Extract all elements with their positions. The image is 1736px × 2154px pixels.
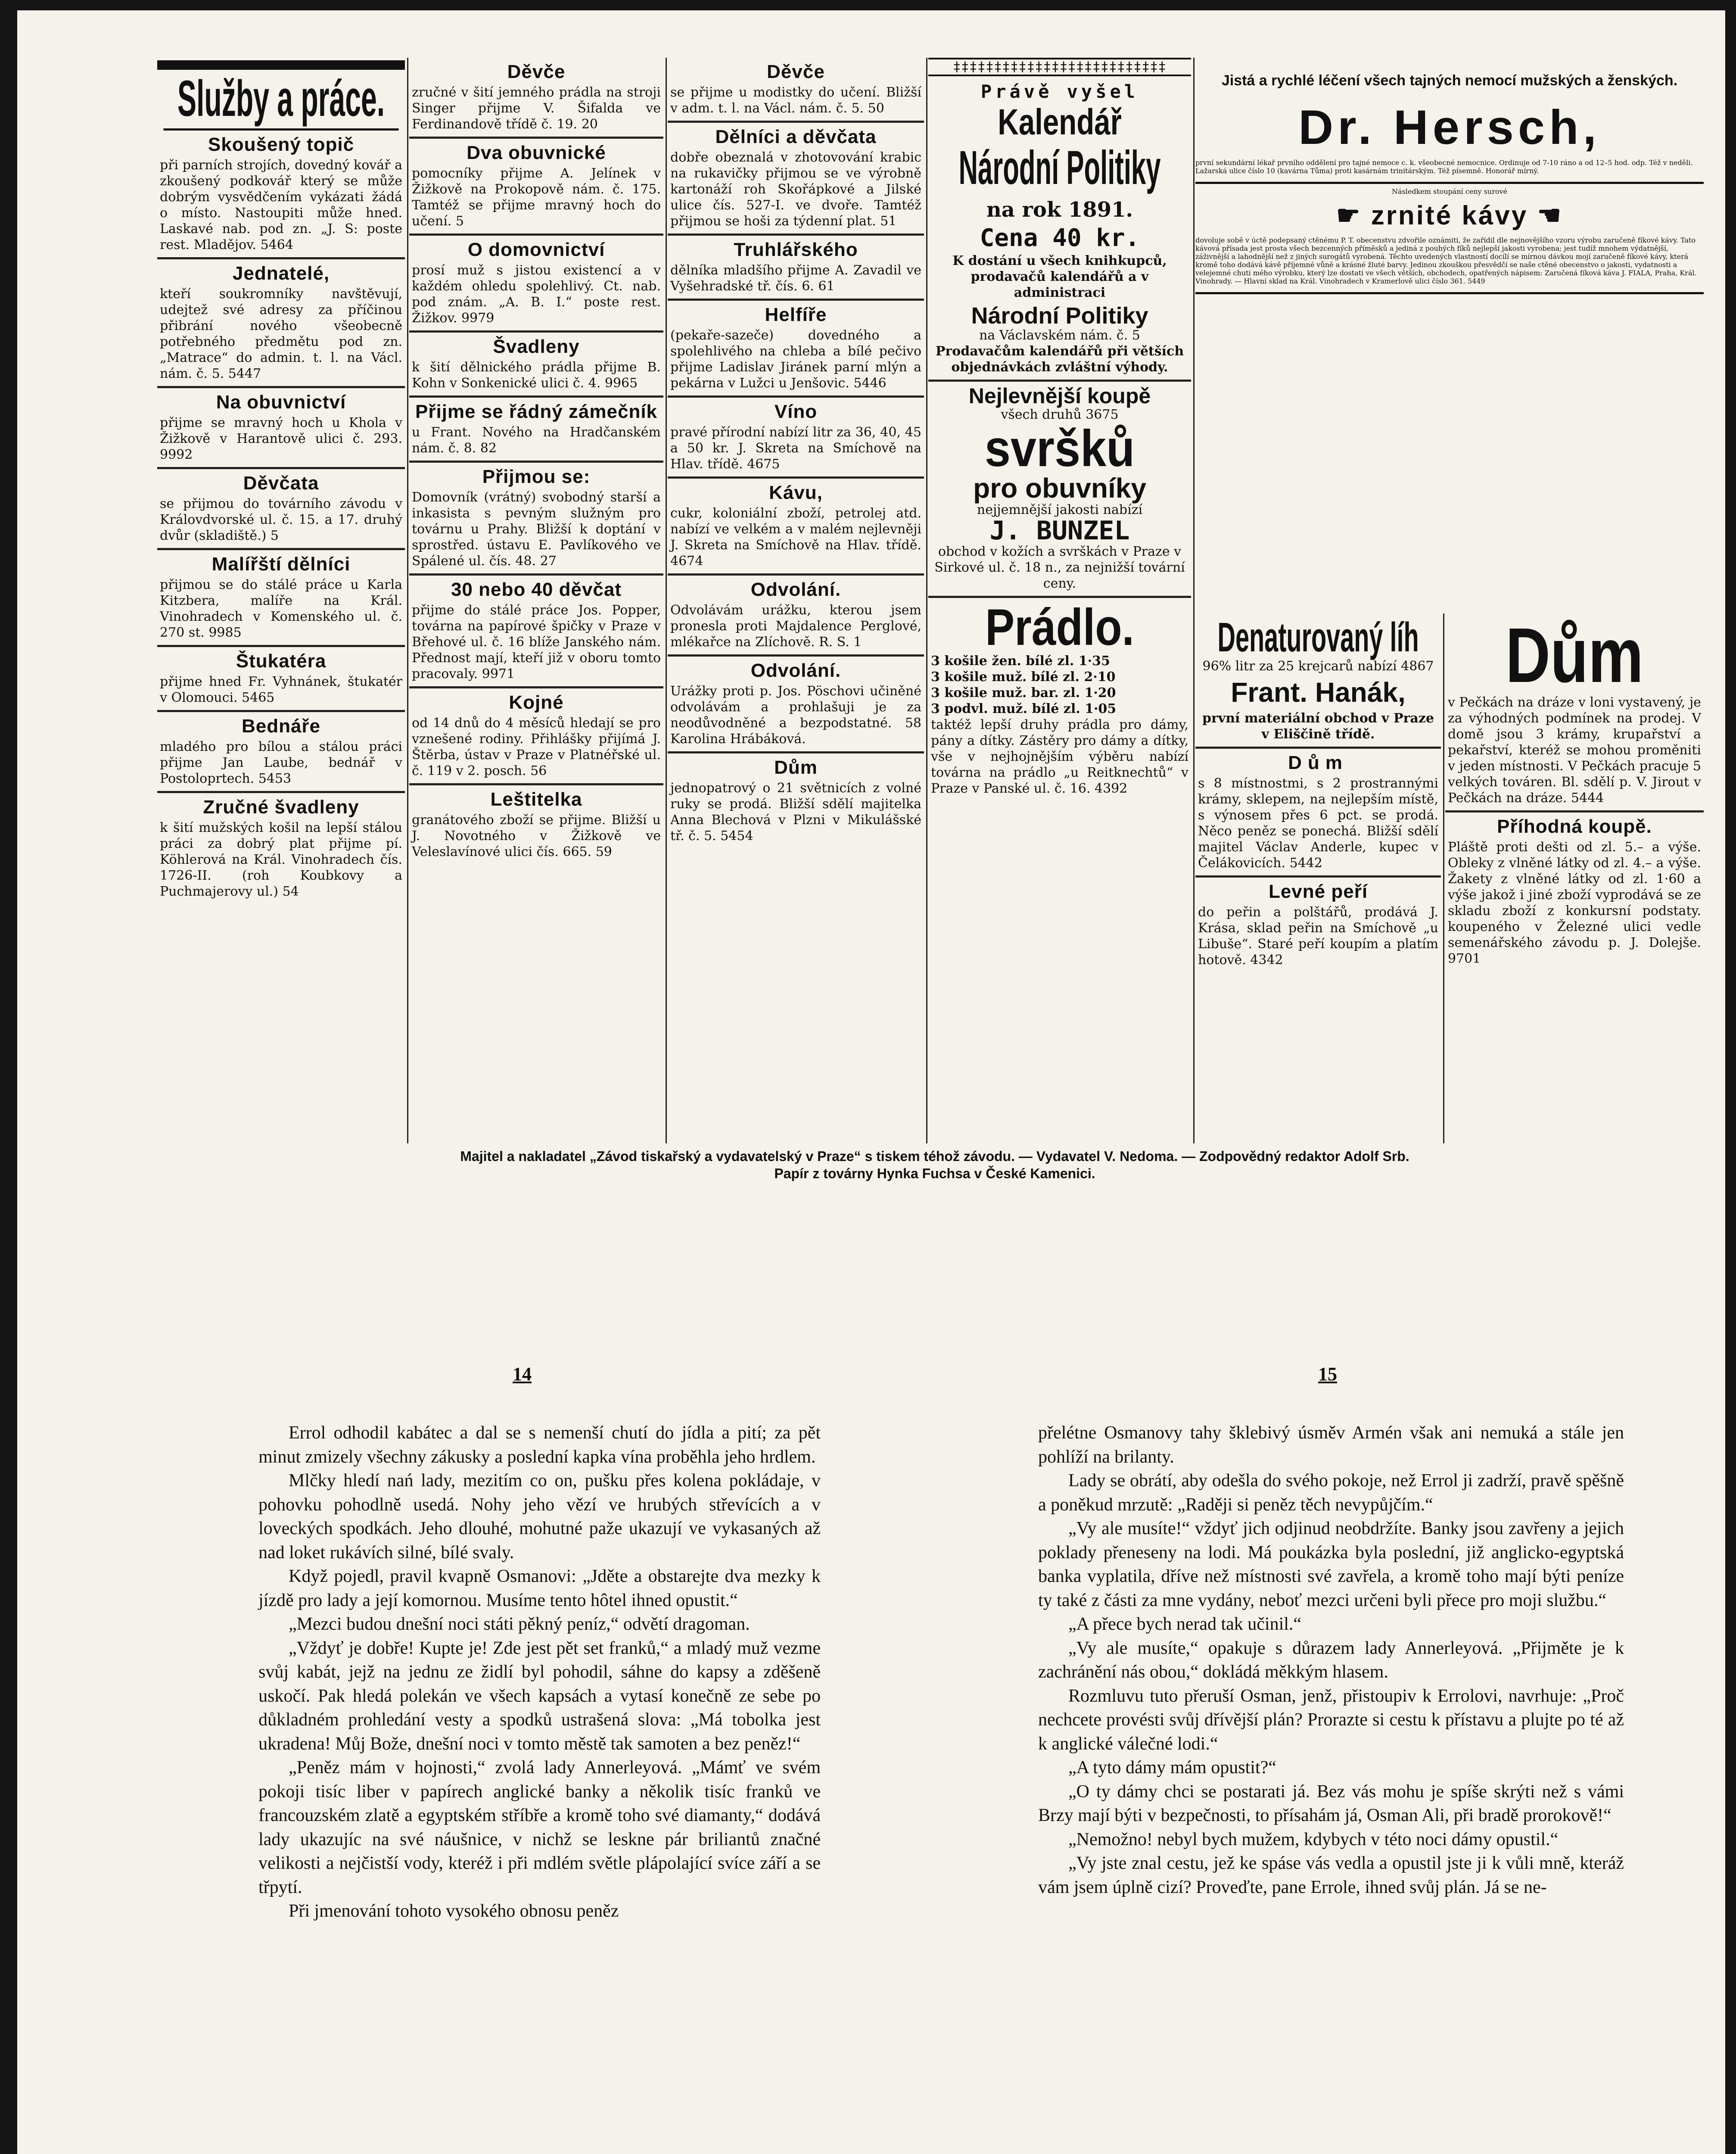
classified-ad xyxy=(668,301,924,398)
ad-body: jednopatrový o 21 světnicích z volné ruky se prodá. Bližší sdělí majitelka Anna Blechová v Plzni v Mikulášské tř. č. 5. 5454 xyxy=(670,781,921,844)
novel-paragraph: přelétne Osmanovy tahy šklebivý úsměv Armén však ani nemuká a stále jen pohlíží na brilanty. xyxy=(1038,1423,1624,1467)
ad-body: při parních strojích, dovedný kovář a zkoušený podkovář který se může dobrým vysvědčením vykázati žádá o místo. Nastoupiti může hned. Laskavé nab. pod zn. „J. S: poste rest. Mladějov. 5464 xyxy=(160,158,402,252)
page-number-left: 14 xyxy=(513,1363,532,1385)
ad-body: dělníka mladšího přijme A. Zavadil ve Vyšehradské tř. čís. 6. 61 xyxy=(670,263,921,294)
novel-paragraph: Mlčky hledí nań lady, mezitím co on, pušku přes kolena pokládaje, v pohovku pohodlně usedá. Nohy jeho vězí ve hrubých střevících a v loveckých spodkách. Jeho dlouhé, mohutné paže ukazují ve vykasaných až nad loket rukávích silné, bílé svaly. xyxy=(258,1471,821,1563)
classified-ad xyxy=(157,647,405,712)
classified-ad xyxy=(157,469,405,550)
ads-list xyxy=(157,131,405,904)
classified-ad xyxy=(409,333,663,398)
ad-head: Dům xyxy=(774,757,818,778)
hersch-body: první sekundární lékař prvního oddělení pro tajné nemoce c. k. všeobecné nemocnice. Ordinuje od 7-10 ráno a od 12–5 hod. odp. Též v neděli. Lažarská ulice číslo 10 (kavárna Tůma) proti kasárnám trinitárským. Též písemně. Honorář mírný. xyxy=(1195,159,1693,175)
novel-paragraph: „A tyto dámy mám opustit?“ xyxy=(1068,1758,1276,1777)
ad-head: Dům xyxy=(1288,752,1348,773)
classified-ad xyxy=(409,58,663,139)
ad-svrsky xyxy=(928,382,1191,598)
ad-body: do peřin a polštářů, prodává J. Krása, sklad peřin na Smíchově „u Libuše“. Staré peří koupím a platím hotově. 4342 xyxy=(1198,905,1438,968)
novel-paragraph: „O ty dámy chci se postarati já. Bez vás mohu je spíše skrýti než s vámi Brzy mají býti v bezpečnosti, to přísahám já, Osman Ali, při bradě prorokově!“ xyxy=(1038,1781,1624,1825)
ad-body: (pekaře-sazeče) dovedného a spolehlivého na chleba a bílé pečivo přijme Ladislav Jiránek parní mlýn a pekárna v Lužci u Jenšovic. 5446 xyxy=(670,328,921,391)
kal-title: Kalendář xyxy=(998,102,1122,142)
sv-big: svršků xyxy=(984,420,1135,477)
kava-title xyxy=(1195,202,1704,229)
ad-body: přijmou se do stálé práce u Karla Kitzbera, malíře na Král. Vinohradech v Komenského ul. č. 270 st. 9985 xyxy=(160,577,402,640)
novel-paragraph: Když pojedl, pravil kvapně Osmanovi: „Jděte a obstarejte dva mezky k jízdě pro lady a její komornou. Musíme tento hôtel ihned opustit.“ xyxy=(258,1566,821,1610)
sv-for: pro obuvníky xyxy=(973,473,1146,504)
ad-head: 30 nebo 40 děvčat xyxy=(451,579,622,600)
classified-ad xyxy=(409,139,663,236)
imprint xyxy=(157,1148,1712,1182)
kal-pre: Právě vyšel xyxy=(980,81,1139,102)
ad-head: Malířští dělníci xyxy=(212,554,351,575)
classified-ad xyxy=(409,236,663,333)
ad-head: Přijmou se: xyxy=(482,466,591,487)
pr-body: taktéž lepší druhy prádla pro dámy, pány a dítky. Zástěry pro dámy a dítky, vše v nejhojnějším výběru nabízí továrna na prádlo „u Reitknechtů“ v Praze v Panské ul. č. 16. 4392 xyxy=(931,717,1188,796)
classified-ad xyxy=(409,576,663,688)
classified-ad xyxy=(157,131,405,259)
novel-paragraph: Rozmluvu tuto přeruší Osman, jenž, přistoupiv k Errolovi, navrhuje: „Proč nechcete provésti svůj dřívější plán? Prorazte si cestu k přístavu a plujte po té až k anglické válečné lodi.“ xyxy=(1038,1686,1624,1754)
novel-paragraph: „Vy ale musíte,“ opakuje s důrazem lady Annerleyová. „Přijměte je k zachránění nás obou,“ dokládá měkkým hlasem. xyxy=(1038,1638,1624,1682)
ad-head: Odvolání. xyxy=(750,660,841,681)
price-row: 3 košile muž. bílé zl. 2·10 xyxy=(931,669,1116,685)
column-divider xyxy=(926,58,927,1143)
classified-ad xyxy=(668,576,924,657)
kal-np: Národní Politiky xyxy=(971,303,1148,329)
page-number-right: 15 xyxy=(1318,1363,1337,1385)
heavy-rule xyxy=(157,60,405,70)
ad-lih xyxy=(1195,613,1441,749)
sv-name: J. BUNZEL xyxy=(989,516,1130,546)
sv-sub: všech druhů 3675 xyxy=(1001,407,1119,422)
novel-paragraph: „Nemožno! nebyl bych mužem, kdybych v této noci dámy opustil.“ xyxy=(1068,1829,1559,1849)
kal-addr: na Václavském nám. č. 5 xyxy=(979,328,1140,343)
ad-prihodna xyxy=(1445,812,1704,971)
ad-body: v Pečkách na dráze v loni vystavený, je za výhodných podmínek na prodej. V domě jsou 3 krámy, krupařství a pekařství, kteréž se mohou proměniti v jeden místnosti. V Pečkách pracuje 5 velkých továren. Bl. sdělí p. V. Jirout v Pečkách na dráze. 5444 xyxy=(1448,695,1701,806)
column-ads-2 xyxy=(409,58,663,864)
novel-paragraph: Lady se obrátí, aby odešla do svého pokoje, než Errol ji zadrží, pravě spěšně a poněkud mrzutě: „Raději si peněz těch nevypůjčím.“ xyxy=(1038,1471,1624,1515)
sv-body: obchod v kožích a svrškách v Praze v Sirkové ul. č. 18 n., za nejnižší tovární ceny. xyxy=(934,544,1185,591)
column-divider xyxy=(666,58,667,1143)
ad-body: mladého pro bílou a stálou práci přijme Jan Laube, bednář v Postoloprtech. 5453 xyxy=(160,739,402,786)
ad-head: Víno xyxy=(774,401,818,422)
classified-ad xyxy=(157,388,405,469)
ad-body: přijme hned Fr. Vyhnánek, štukatér v Olomouci. 5465 xyxy=(160,674,402,705)
ad-head: Na obuvnictví xyxy=(216,392,346,413)
ad-head: Dva obuvnické xyxy=(467,142,606,163)
novel-text-right xyxy=(1038,1421,1624,1899)
price-row: 3 podvl. muž. bílé zl. 1·05 xyxy=(931,701,1117,716)
ad-body: prosí muž s jistou existencí a v každém ohledu spolehlivý. Ct. nab. pod znám. „A. B. I.“ poste rest. Žižkov. 9979 xyxy=(412,263,661,326)
column-divider xyxy=(407,58,408,1143)
ad-body: pomocníky přijme A. Jelínek v Žižkově na Prokopově nám. č. 175. Tamtéž se přijme mravný hoch do učení. 5 xyxy=(412,166,661,229)
ad-body: k šití dělnického prádla přijme B. Kohn v Sonkenické ulici č. 4. 9965 xyxy=(412,360,661,391)
ad-body: kteří soukromníky navštěvují, udejtež své adresy za příčinou přibrání nového všeobecně potřebného předmětu pod zn. „Matrace“ do admin. t. l. na Václ. nám. č. 5. 5447 xyxy=(160,286,402,381)
kal-subtitle: Národní Politiky xyxy=(958,141,1161,194)
novel-paragraph: Při jmenování tohoto vysokého obnosu peněz xyxy=(289,1901,619,1921)
imprint-line: Papír z továrny Hynka Fuchsa v České Kamenici. xyxy=(774,1166,1095,1181)
hersch-top: Jistá a rychlé léčení všech tajných nemocí mužských a ženských. xyxy=(1221,72,1678,89)
ad-head: Kávu, xyxy=(769,482,823,503)
pointing-hand-icon: ☚ xyxy=(1528,201,1563,230)
classified-ad xyxy=(157,712,405,793)
ad-body: přijme do stálé práce Jos. Popper, továrna na papírové špičky v Praze v Břehové ul. č. 16 blíže Janského nám. Přednost mají, kteří již v oboru tomto pracovaly. 9971 xyxy=(412,603,661,682)
column-ads-3 xyxy=(668,58,924,848)
ad-head: Odvolání. xyxy=(750,579,841,600)
ad-body: pravé přírodní nabízí litr za 36, 40, 45 a 50 kr. J. Skreta na Smíchově na Hlav. třídě. 4675 xyxy=(670,425,921,472)
ad-head: Děvčata xyxy=(243,473,319,494)
pr-title: Prádlo. xyxy=(985,598,1134,656)
kal-foot: Prodavačům kalendářů při větších objednávkách zvláštní výhody. xyxy=(935,344,1184,375)
classified-ad xyxy=(668,753,924,848)
column-divider xyxy=(1443,613,1444,1143)
kal-price: Cena 40 kr. xyxy=(980,224,1140,252)
section-title: Služby a práce. xyxy=(164,73,399,131)
ads-list xyxy=(409,58,663,864)
ad-head: Levné peří xyxy=(1268,881,1368,902)
ad-head: Bednáře xyxy=(241,716,321,737)
ad-head: Štukatéra xyxy=(236,651,327,672)
novel-paragraph: „Vy jste znal cestu, jež ke spáse vás vedla a opustil jste ji k vůli mně, kteráž vám jsem úplně cizí? Proveďte, pane Errole, ihned svůj plán. Já se ne- xyxy=(1038,1853,1624,1897)
classified-ad xyxy=(409,398,663,463)
ad-body: cukr, koloniální zboží, petrolej atd. nabízí ve velkém a v malém nejlevněji J. Skreta na Smíchově na Hlav. třídě. 4674 xyxy=(670,506,921,569)
divider xyxy=(1195,182,1704,184)
imprint-line: Majitel a nakladatel „Závod tiskařský a vydavatelský v Praze“ s tiskem téhož závodu. — Vydavatel V. Nedoma. — Zodpovědný redaktor Adolf Srb. xyxy=(460,1149,1409,1164)
ad-dum-5 xyxy=(1195,749,1441,878)
ad-body: u Frant. Nového na Hradčanském nám. č. 8. 82 xyxy=(412,425,661,456)
novel-paragraph: Errol odhodil kabátec a dal se s nemenší chutí do jídla a pití; za pět minut zmizely všechny zákusky a poslední kapka vína proběhla jeho hrdlem. xyxy=(258,1423,821,1467)
ad-body: dobře obeznalá v zhotovování krabic na rukavičky přijmou se ve výrobně kartonáží roh Skořápkové a Jilské ulice čís. 527-I. ve dvoře. Tamtéž přijmou se hoši za týdenní plat. 51 xyxy=(670,150,921,229)
column-kalendar xyxy=(928,58,1191,801)
ad-body: granátového zboží se přijme. Bližší u J. Novotného v Žižkově ve Veleslavínové ulici čís. 665. 59 xyxy=(412,812,661,859)
novel-paragraph: „Mezci budou dnešní noci státi pěkný peníz,“ odvětí dragoman. xyxy=(289,1614,750,1634)
ad-head: Jednatelé, xyxy=(232,263,330,284)
classified-ad xyxy=(668,58,924,123)
column-dum xyxy=(1445,613,1704,971)
classified-ad xyxy=(668,398,924,479)
divider xyxy=(1195,292,1704,294)
ad-body: Domovník (vrátný) svobodný starší a inkasista s pevným služným pro továrnu u Prahy. Bližší k doptání v sprostřed. ústavu E. Pavlíkového ve Spálené ul. čís. 48. 27 xyxy=(412,490,661,569)
den-body: 96% litr za 25 krejcarů nabízí 4867 xyxy=(1202,659,1434,674)
kava-lead: Následkem stoupání ceny surové xyxy=(1391,187,1508,196)
ad-head: Kojné xyxy=(509,692,564,713)
classified-ad xyxy=(668,479,924,576)
sv-quality: nejjemnější jakosti nabízí xyxy=(977,502,1143,517)
den-title: Denaturovaný líh xyxy=(1217,614,1419,660)
ad-dum-6 xyxy=(1445,613,1704,812)
ad-head: Zručné švadleny xyxy=(203,797,359,818)
classified-ad xyxy=(409,688,663,785)
newspaper-page xyxy=(17,10,1725,2154)
ad-body: k šití mužských košil na lepší stálou práci za dobrý plat přijme pí. Köhlerová na Král. Vinohradech čís. 1726-II. (roh Koubkovy a Puchmajerovy ul.) 54 xyxy=(160,820,402,899)
hersch-name: Dr. Hersch, xyxy=(1298,100,1601,154)
ad-body: Pláště proti dešti od zl. 5.– a výše. Obleky z vlněné látky od zl. 4.– a výše. Žakety z vlněné látky od zl. 1·60 a výše jakož i jiné zboží vyprodává se ze skladu zboží z konkursní podstaty. koupeného v Železné ulici vedle semenářského závodu p. J. Dolejše. 9701 xyxy=(1448,840,1701,966)
novel-text-left xyxy=(258,1421,821,1924)
ad-body: Odvolávám urážku, kterou jsem pronesla proti Majdalence Perglové, mlékařce na Zlíchově. R. S. 1 xyxy=(670,603,921,650)
ad-pradlo xyxy=(928,598,1191,801)
column-divider xyxy=(1193,58,1195,1143)
sv-title: Nejlevnější koupě xyxy=(968,384,1151,408)
ad-body: s 8 místnostmi, s 2 prostrannými krámy, sklepem, na nejlepším místě, s výnosem přes 6 pct. se prodá. Něco peněz se ponechá. Bližší sdělí majitel Václav Anderle, kupec v Čelákovicích. 5442 xyxy=(1198,776,1438,871)
kal-body: K dostání u všech knihkupců, prodavačů kalendářů a v administraci xyxy=(952,253,1167,300)
ad-head: Dělníci a děvčata xyxy=(715,126,877,147)
price-row: 3 košile žen. bílé zl. 1·35 xyxy=(931,654,1110,669)
ad-kalendar xyxy=(928,76,1191,382)
ad-head: O domovnictví xyxy=(467,239,605,260)
novel-paragraph: „Vy ale musíte!“ vždyť jich odjinud neobdržíte. Banky jsou zavřeny a jejich poklady přeneseny na lodi. Má poukázka byla poslední, již anglicko-egyptská banka vyplatila, dříve než místnosti své zavřela, a kromě toho mají býti peníze ty také z části za mne vydány, neboť mezci určeni byli přece pro moji službu.“ xyxy=(1038,1519,1624,1610)
ads-list xyxy=(668,58,924,848)
den-name: Frant. Hanák, xyxy=(1231,677,1406,708)
novel-paragraph: „Vždyť je dobře! Kupte je! Zde jest pět set franků,“ a mladý muž vezme svůj kabát, jejž na jednu ze židlí byl pohodil, sáhne do kapsy a zděšeně uskočí. Pak hledá polekán ve všech kapsách a vytasí konečně ze sebe po důkladném prohledání vesty a spodků ustrašená slova: „Má tobolka jest ukradena! Můj Bože, dnešní noci v tomto městě tak samoten a bez peněz!“ xyxy=(258,1638,821,1754)
novel-paragraph: „Peněz mám v hojnosti,“ zvolá lady Annerleyová. „Mámť ve svém pokoji tisíc liber v papírech anglické banky a několik tisíc franků ve francouzském zlatě a egyptském stříbře a kromě toho své diamanty,“ dodává lady ukazujíc na své náušnice, v nichž se leskne pár briliantů značné velikosti a nejčistší vody, kteréž i při mdlém světle plápolající svíce září a se třpytí. xyxy=(258,1758,821,1897)
classified-ad xyxy=(409,785,663,864)
ad-head: Švadleny xyxy=(493,336,580,357)
classified-ad xyxy=(157,259,405,388)
price-list xyxy=(931,653,1188,717)
ad-hersch xyxy=(1195,58,1704,294)
ad-head: Helfíře xyxy=(765,304,827,325)
classified-ad xyxy=(668,123,924,236)
ad-head: Děvče xyxy=(507,61,566,82)
ad-head: Leštitelka xyxy=(490,789,582,810)
classified-ad xyxy=(668,236,924,301)
ad-body: Urážky proti p. Jos. Pöschovi učiněné odvolávám a prohlašuji je za neodůvodněné a bezpodstatné. 58 Karolina Hrábáková. xyxy=(670,684,921,747)
ad-head: Příhodná koupě. xyxy=(1497,816,1652,837)
ad-body: od 14 dnů do 4 měsíců hledají se pro vznešené rodiny. Přihlášky přijímá J. Štěrba, ústav v Praze v Platnéřské ul. č. 119 v 2. posch. 56 xyxy=(412,716,661,778)
classified-ad xyxy=(409,463,663,576)
ad-head: Truhlářského xyxy=(734,239,858,260)
den-foot: první materiální obchod v Praze v Eliščině třídě. xyxy=(1202,711,1434,742)
pointing-hand-icon: ☛ xyxy=(1336,201,1371,230)
kava-title-text: zrnité kávy xyxy=(1371,201,1528,230)
ad-head: Skoušený topič xyxy=(208,134,355,155)
kal-year: na rok 1891. xyxy=(986,198,1133,222)
novel-paragraph: „A přece bych nerad tak učinil.“ xyxy=(1068,1614,1302,1634)
classified-ad xyxy=(157,550,405,647)
ad-body: přijme se mravný hoch u Khola v Žižkově v Harantově ulici č. 293. 9992 xyxy=(160,415,402,462)
column-denaturovany xyxy=(1195,613,1441,972)
ad-head: Děvče xyxy=(767,61,825,82)
ad-head: Přijme se řádný zámečník xyxy=(415,401,658,422)
ad-body: zručné v šití jemného prádla na stroji Singer přijme V. Šifalda ve Ferdinandově třídě č. 19. 20 xyxy=(412,85,661,132)
ornament-strip: ‡‡‡‡‡‡‡‡‡‡‡‡‡‡‡‡‡‡‡‡‡‡‡‡‡‡ xyxy=(928,58,1191,76)
kava-body: dovoluje sobě v úctě podepsaný ctěnému P. T. obecenstvu zdvořile oznámiti, že zařídil dle nejnovějšího vzoru výrobu zaručeně fíkové kávy. Tato kávová přísada jest prosta všech bezcenných příměsků a jediná z pouhých fíků nejlepší jakosti vyrobena; jest tudíž mnohem výdatnější, záživnější a lahodnější než z jiných surogátů vyrobená. Těchto uvedených vlastností docílí se mírnou dávkou mojí zaručeně fíkové kávy, která kromě toho dodává kávě příjemné vůně a krásné žluté barvy. Jedinou zkouškou přesvědčí se naše ctěné obecenstvo o jakosti, vydatnosti a velejemné chuti mého výrobku, který lze dostati ve všech větších, obchodech, opatřených nápisem: Zaručená fíková káva J. FIALA, Praha, Král. Vinohrady. — Hlavní sklad na Král. Vinohradech v Kramerlově ulici číslo 361. 5449 xyxy=(1195,236,1697,285)
dum-big: Dům xyxy=(1506,613,1643,699)
price-row: 3 košile muž. bar. zl. 1·20 xyxy=(931,685,1116,700)
ad-body: se přijmou do továrního závodu v Královdvorské ul. č. 15. a 17. druhý dvůr (skladiště.) 5 xyxy=(160,496,402,543)
classified-ad xyxy=(668,657,924,753)
classified-ad xyxy=(157,793,405,904)
ad-body: se přijme u modistky do učení. Bližší v adm. t. l. na Václ. nám. č. 5. 50 xyxy=(670,85,921,116)
column-sluzby xyxy=(157,58,405,904)
ad-peri xyxy=(1195,878,1441,972)
